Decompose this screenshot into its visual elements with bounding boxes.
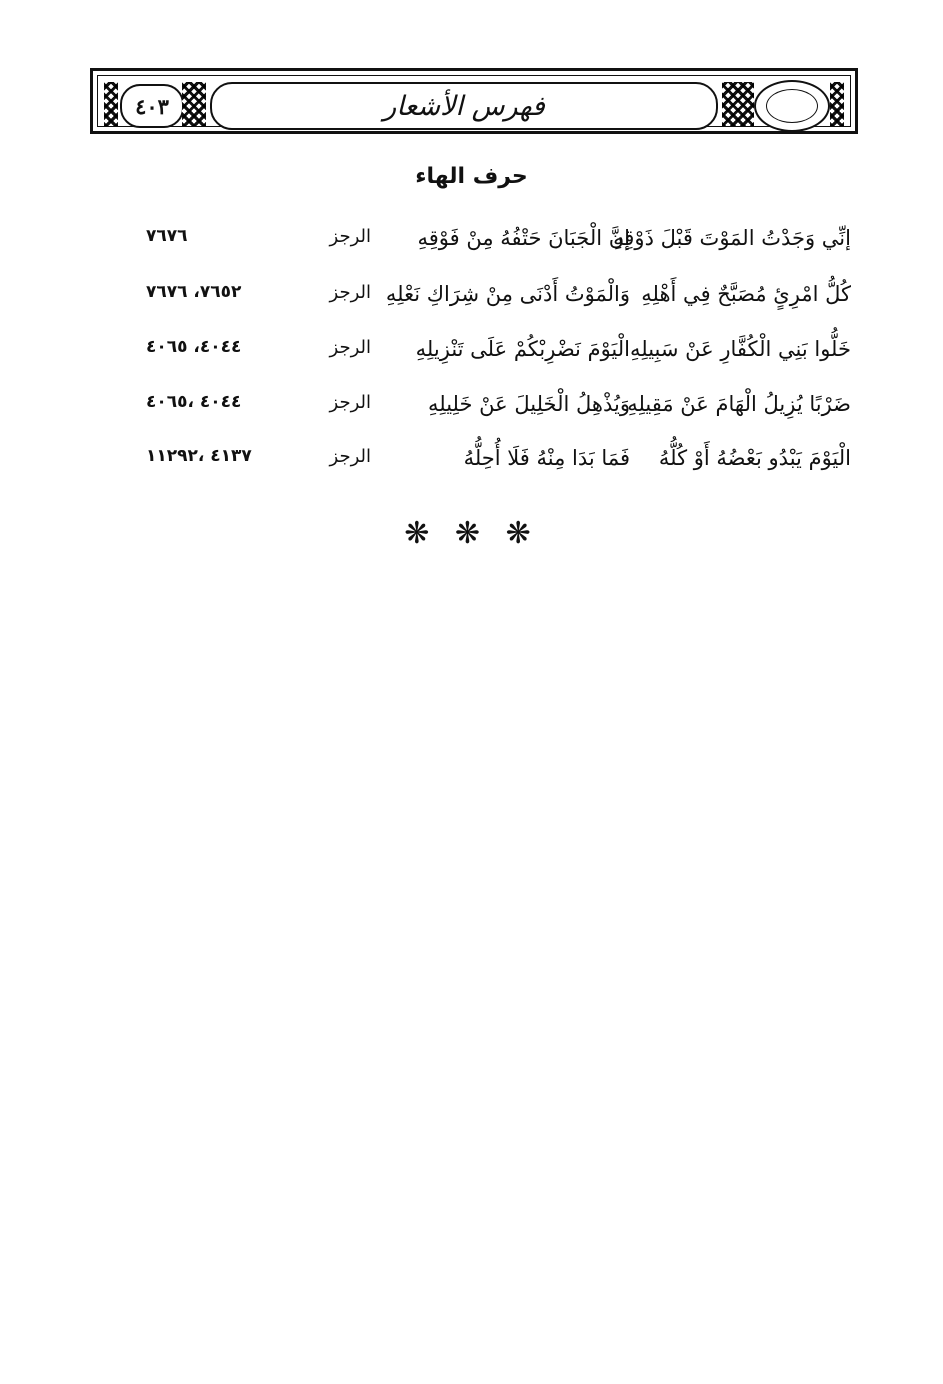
verse-first-hemistich: ضَرْبًا يُزِيلُ الْهَامَ عَنْ مَقِيلِهِ	[627, 392, 851, 416]
right-ornament	[830, 82, 844, 126]
page-number-cartouche	[120, 84, 184, 128]
verse-row	[0, 337, 943, 377]
verse-second-hemistich: وَالْمَوْتُ أَدْنَى مِنْ شِرَاكِ نَعْلِهِ	[385, 282, 630, 306]
page-header	[90, 68, 858, 134]
left-inner-ornament	[182, 82, 206, 126]
verse-meter: الرجز	[329, 392, 371, 413]
verse-references: ٧٦٧٦	[146, 226, 188, 246]
verse-first-hemistich: إنِّي وَجَدْتُ المَوْتَ قَبْلَ ذَوْقِهِ	[613, 226, 851, 250]
seal-icon	[766, 89, 818, 123]
section-title: حرف الهاء	[415, 164, 528, 189]
verse-second-hemistich: إنَّ الْجَبَانَ حَتْفُهُ مِنْ فَوْقِهِ	[417, 226, 630, 250]
verse-second-hemistich: فَمَا بَدَا مِنْهُ فَلَا أُحِلُّهُ	[463, 446, 630, 470]
verse-meter: الرجز	[329, 226, 371, 247]
verse-references: ٤٠٤٤، ٤٠٦٥	[146, 337, 242, 357]
emblem-seal	[754, 80, 830, 132]
running-title: فهرس الأشعار	[383, 90, 545, 122]
verse-row	[0, 446, 943, 486]
verse-first-hemistich: الْيَوْمَ يَبْدُو بَعْضُهُ أَوْ كُلُّهُ	[658, 446, 851, 470]
verse-row	[0, 282, 943, 322]
verse-first-hemistich: كُلُّ امْرِئٍ مُصَبَّحٌ فِي أَهْلِهِ	[641, 282, 851, 306]
verse-meter: الرجز	[329, 337, 371, 358]
left-ornament	[104, 82, 118, 126]
verse-row	[0, 392, 943, 432]
title-cartouche	[210, 82, 718, 130]
verse-references: ٧٦٥٢، ٧٦٧٦	[146, 282, 242, 302]
section-end-separator: ❋ ❋ ❋	[404, 516, 539, 551]
verse-references: ٤١٣٧ ،١١٢٩٢	[146, 446, 252, 466]
header-inner-frame	[97, 75, 851, 127]
verse-row	[0, 226, 943, 266]
page-number: ٤٠٣	[135, 93, 169, 119]
verse-references: ٤٠٤٤ ،٤٠٦٥	[146, 392, 242, 412]
verse-second-hemistich: الْيَوْمَ نَضْرِبْكُمْ عَلَى تَنْزِيلِهِ	[415, 337, 630, 361]
verse-meter: الرجز	[329, 282, 371, 303]
verse-second-hemistich: وَيُذْهِلُ الْخَلِيلَ عَنْ خَلِيلِهِ	[428, 392, 630, 416]
verse-meter: الرجز	[329, 446, 371, 467]
verse-first-hemistich: خَلُّوا بَنِي الْكُفَّارِ عَنْ سَبِيلِهِ	[630, 337, 851, 361]
right-inner-ornament	[722, 82, 754, 126]
